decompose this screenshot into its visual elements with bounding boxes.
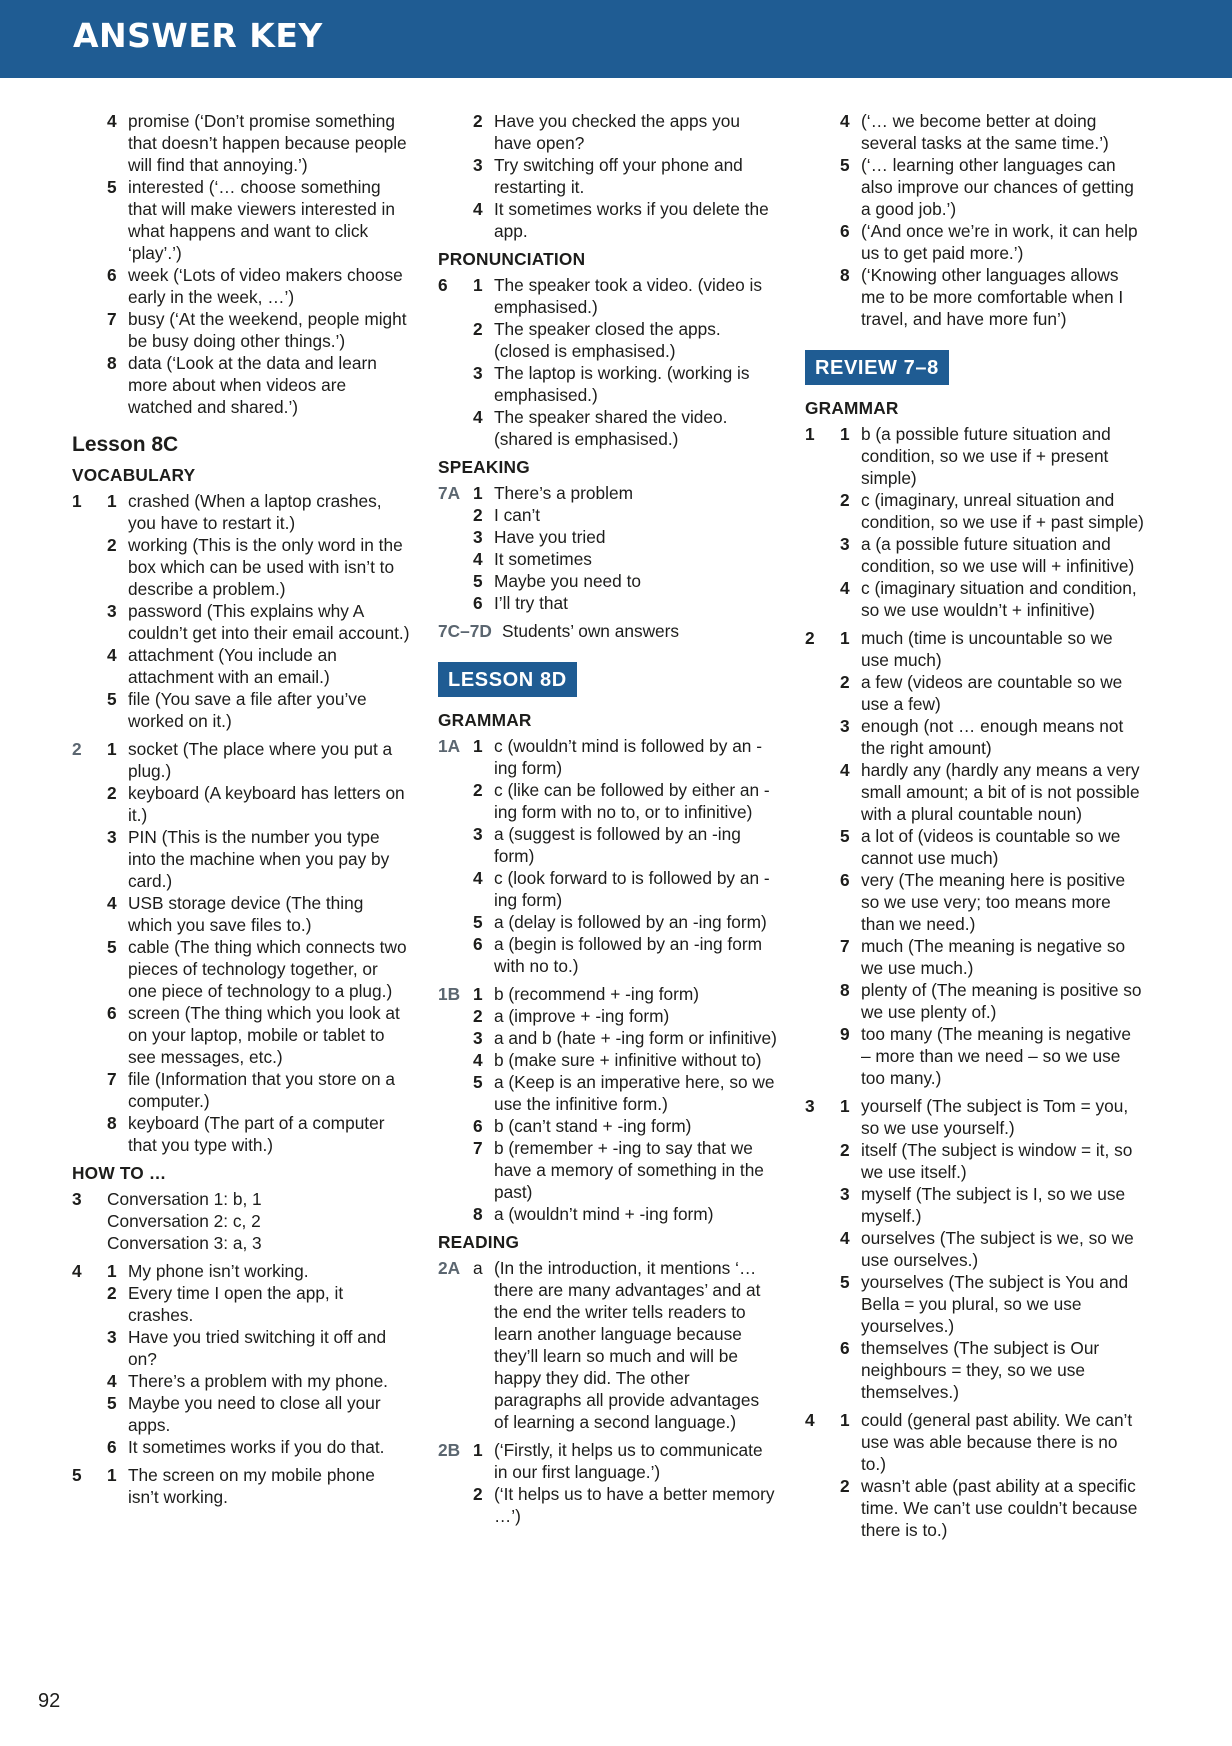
answer-item bbox=[72, 110, 410, 176]
answer-text: b (can’t stand + -ing form) bbox=[494, 1116, 692, 1136]
answer-item bbox=[438, 1115, 778, 1137]
item-number: 2 bbox=[840, 490, 850, 510]
item-number: 2 bbox=[473, 505, 483, 525]
question-number: 2A bbox=[438, 1258, 461, 1278]
item-number: 4 bbox=[840, 760, 850, 780]
answer-item bbox=[438, 570, 778, 592]
question-number: 4 bbox=[805, 1410, 815, 1430]
answer-text: USB storage device (The thing which you save files to.) bbox=[128, 893, 364, 935]
item-number: 8 bbox=[473, 1204, 483, 1224]
item-number: 7 bbox=[107, 1069, 117, 1089]
answer-text: b (make sure + infinitive without to) bbox=[494, 1050, 762, 1070]
lesson-heading: Lesson 8C bbox=[72, 433, 179, 456]
answer-item bbox=[438, 911, 778, 933]
item-number: 8 bbox=[107, 353, 117, 373]
answer-text: a few (videos are countable so we use a few) bbox=[861, 672, 1123, 714]
answer-item bbox=[438, 274, 778, 318]
answer-text: (‘… learning other languages can also improve our chances of getting a good job.’) bbox=[861, 155, 1134, 219]
answer-item bbox=[805, 110, 1145, 154]
item-number: 1 bbox=[107, 491, 117, 511]
item-number: 2 bbox=[840, 1140, 850, 1160]
item-number: 4 bbox=[107, 111, 117, 131]
answer-text: keyboard (The part of a computer that you type with.) bbox=[128, 1113, 385, 1155]
answer-text: screen (The thing which you look at on your laptop, mobile or tablet to see messages, etc.) bbox=[128, 1003, 400, 1067]
answer-item bbox=[72, 1210, 410, 1232]
answer-item bbox=[438, 867, 778, 911]
answer-item bbox=[438, 482, 778, 504]
answer-text: a (wouldn’t mind + -ing form) bbox=[494, 1204, 714, 1224]
answer-item bbox=[72, 644, 410, 688]
answer-text: data (‘Look at the data and learn more about when videos are watched and shared.’) bbox=[128, 353, 377, 417]
answer-text: PIN (This is the number you type into the machine when you pay by card.) bbox=[128, 827, 390, 891]
item-number: 5 bbox=[107, 1393, 117, 1413]
item-number: 2 bbox=[107, 1283, 117, 1303]
answer-text: The speaker shared the video. (shared is emphasised.) bbox=[494, 407, 728, 449]
answer-text: week (‘Lots of video makers choose early in the week, …’) bbox=[128, 265, 403, 307]
answer-group bbox=[438, 1439, 778, 1527]
answer-group bbox=[72, 1188, 410, 1254]
left-column bbox=[72, 110, 410, 1514]
answer-group bbox=[805, 627, 1145, 1089]
section-heading: GRAMMAR bbox=[438, 710, 532, 730]
item-number: 3 bbox=[107, 827, 117, 847]
answer-item bbox=[438, 362, 778, 406]
answer-text: attachment (You include an attachment with an email.) bbox=[128, 645, 337, 687]
answer-letter: a bbox=[473, 1258, 483, 1278]
item-number: 2 bbox=[473, 111, 483, 131]
answer-item bbox=[72, 600, 410, 644]
item-number: 5 bbox=[840, 1272, 850, 1292]
answer-text: a (a possible future situation and condition, so we use will + infinitive) bbox=[861, 534, 1135, 576]
answer-group bbox=[72, 1260, 410, 1458]
answer-text: b (remember + -ing to say that we have a memory of something in the past) bbox=[494, 1138, 764, 1202]
answer-text: very (The meaning here is positive so we use very; too means more than we need.) bbox=[861, 870, 1126, 934]
answer-text: (‘And once we’re in work, it can help us to get paid more.’) bbox=[861, 221, 1138, 263]
item-number: 1 bbox=[473, 1440, 483, 1460]
item-number: 4 bbox=[473, 199, 483, 219]
answer-item bbox=[438, 1005, 778, 1027]
answer-item bbox=[805, 1409, 1145, 1475]
answer-text: file (Information that you store on a computer.) bbox=[128, 1069, 396, 1111]
item-number: 3 bbox=[107, 1327, 117, 1347]
answer-text: Conversation 3: a, 3 bbox=[107, 1233, 262, 1253]
item-number: 6 bbox=[107, 1437, 117, 1457]
question-number: 2 bbox=[72, 739, 82, 759]
answer-item bbox=[72, 1392, 410, 1436]
answer-item bbox=[72, 1188, 410, 1210]
question-number: 1A bbox=[438, 736, 461, 756]
answer-item bbox=[438, 198, 778, 242]
answer-item bbox=[72, 534, 410, 600]
section-heading: GRAMMAR bbox=[805, 398, 899, 418]
item-number: 8 bbox=[840, 980, 850, 1000]
answer-text: yourself (The subject is Tom = you, so we use yourself.) bbox=[861, 1096, 1129, 1138]
item-number: 2 bbox=[840, 672, 850, 692]
item-number: 8 bbox=[107, 1113, 117, 1133]
question-number: 2B bbox=[438, 1440, 461, 1460]
item-number: 6 bbox=[473, 593, 483, 613]
answer-text: a (delay is followed by an -ing form) bbox=[494, 912, 767, 932]
answer-item bbox=[72, 1370, 410, 1392]
item-number: 3 bbox=[107, 601, 117, 621]
item-number: 6 bbox=[473, 1116, 483, 1136]
answer-text: b (recommend + -ing form) bbox=[494, 984, 700, 1004]
item-number: 6 bbox=[840, 1338, 850, 1358]
answer-text: much (The meaning is negative so we use much.) bbox=[861, 936, 1126, 978]
answer-item bbox=[72, 1068, 410, 1112]
question-number: 4 bbox=[72, 1261, 82, 1281]
question-number: 1 bbox=[805, 424, 815, 444]
answer-text: a (suggest is followed by an -ing form) bbox=[494, 824, 741, 866]
answer-item bbox=[438, 504, 778, 526]
answer-item bbox=[438, 779, 778, 823]
item-number: 4 bbox=[107, 893, 117, 913]
answer-group bbox=[438, 482, 778, 614]
item-number: 2 bbox=[107, 535, 117, 555]
answer-text: c (like can be followed by either an -ing form with no to, or to infinitive) bbox=[494, 780, 770, 822]
item-number: 3 bbox=[473, 824, 483, 844]
answer-item bbox=[72, 264, 410, 308]
answer-item bbox=[438, 548, 778, 570]
answer-text: My phone isn’t working. bbox=[128, 1261, 309, 1281]
item-number: 1 bbox=[840, 628, 850, 648]
answer-text: The speaker took a video. (video is emphasised.) bbox=[494, 275, 763, 317]
answer-group bbox=[805, 1095, 1145, 1403]
answer-text: a and b (hate + -ing form or infinitive) bbox=[494, 1028, 777, 1048]
answer-item bbox=[438, 1137, 778, 1203]
answer-item bbox=[72, 176, 410, 264]
item-number: 6 bbox=[840, 221, 850, 241]
answer-item bbox=[72, 826, 410, 892]
answer-text: cable (The thing which connects two pieces of technology together, or one piece of technology to a plug.) bbox=[128, 937, 407, 1001]
answer-text: hardly any (hardly any means a very small amount; a bit of is not possible with a plural countable noun) bbox=[861, 760, 1140, 824]
item-number: 3 bbox=[473, 527, 483, 547]
answer-group bbox=[438, 110, 778, 242]
answer-text: too many (The meaning is negative – more than we need – so we use too many.) bbox=[861, 1024, 1131, 1088]
answer-text: (‘Knowing other languages allows me to be more comfortable when I travel, and have more fun’) bbox=[861, 265, 1124, 329]
answer-item bbox=[72, 738, 410, 782]
answer-item bbox=[805, 1139, 1145, 1183]
answer-item bbox=[805, 1183, 1145, 1227]
item-number: 5 bbox=[840, 155, 850, 175]
answer-text: promise (‘Don’t promise something that doesn’t happen because people will find that annoying.’) bbox=[128, 111, 407, 175]
answer-text: a lot of (videos is countable so we cannot use much) bbox=[861, 826, 1121, 868]
answer-item bbox=[438, 1439, 778, 1483]
answer-item bbox=[805, 423, 1145, 489]
answer-text: wasn’t able (past ability at a specific time. We can’t use couldn’t because there is to.) bbox=[861, 1476, 1138, 1540]
answer-item bbox=[805, 1337, 1145, 1403]
question-number: 1 bbox=[72, 491, 82, 511]
answer-text: Every time I open the app, it crashes. bbox=[128, 1283, 344, 1325]
answer-group bbox=[438, 274, 778, 450]
answer-item bbox=[438, 526, 778, 548]
answer-text: working (This is the only word in the box which can be used with isn’t to describe a problem.) bbox=[128, 535, 403, 599]
item-number: 3 bbox=[473, 363, 483, 383]
item-number: 7 bbox=[473, 1138, 483, 1158]
item-number: 4 bbox=[107, 645, 117, 665]
answer-item bbox=[805, 264, 1145, 330]
answer-text: socket (The place where you put a plug.) bbox=[128, 739, 393, 781]
item-number: 1 bbox=[473, 984, 483, 1004]
answer-group bbox=[72, 110, 410, 418]
question-number: 6 bbox=[438, 275, 448, 295]
answer-item bbox=[805, 1227, 1145, 1271]
answer-item bbox=[72, 1464, 410, 1508]
answer-text: (‘… we become better at doing several tasks at the same time.’) bbox=[861, 111, 1109, 153]
answer-item bbox=[805, 220, 1145, 264]
answer-text: yourselves (The subject is You and Bella = you plural, so we use yourselves.) bbox=[861, 1272, 1129, 1336]
answer-item bbox=[438, 592, 778, 614]
answer-text: Have you tried bbox=[494, 527, 606, 547]
item-number: 3 bbox=[840, 716, 850, 736]
item-number: 5 bbox=[107, 689, 117, 709]
item-number: 3 bbox=[840, 534, 850, 554]
item-number: 4 bbox=[840, 578, 850, 598]
answer-group bbox=[438, 735, 778, 977]
question-number: 1B bbox=[438, 984, 461, 1004]
section-heading: READING bbox=[438, 1232, 520, 1252]
item-number: 5 bbox=[473, 1072, 483, 1092]
answer-text: I can’t bbox=[494, 505, 541, 525]
answer-item bbox=[72, 1436, 410, 1458]
answer-text: Students’ own answers bbox=[502, 621, 680, 641]
page-number: 92 bbox=[38, 1690, 61, 1712]
answer-item bbox=[805, 715, 1145, 759]
answer-text: (‘Firstly, it helps us to communicate in our first language.’) bbox=[494, 1440, 763, 1482]
answer-item bbox=[438, 933, 778, 977]
answer-text: a (improve + -ing form) bbox=[494, 1006, 670, 1026]
question-number: 3 bbox=[72, 1189, 82, 1209]
section-heading: SPEAKING bbox=[438, 457, 530, 477]
answer-item bbox=[805, 979, 1145, 1023]
item-number: 4 bbox=[473, 549, 483, 569]
answer-text: busy (‘At the weekend, people might be busy doing other things.’) bbox=[128, 309, 407, 351]
answer-item bbox=[72, 1112, 410, 1156]
item-number: 6 bbox=[107, 265, 117, 285]
question-number: 3 bbox=[805, 1096, 815, 1116]
answer-text: The laptop is working. (working is emphasised.) bbox=[494, 363, 750, 405]
answer-item bbox=[438, 154, 778, 198]
answer-item bbox=[805, 1271, 1145, 1337]
answer-text: interested (‘… choose something that will make viewers interested in what happens and want to click ‘play’.’) bbox=[128, 177, 396, 263]
answer-line bbox=[438, 1257, 778, 1433]
answer-text: a (Keep is an imperative here, so we use the infinitive form.) bbox=[494, 1072, 775, 1114]
item-number: 1 bbox=[473, 275, 483, 295]
item-number: 1 bbox=[107, 739, 117, 759]
answer-text: themselves (The subject is Our neighbours = they, so we use themselves.) bbox=[861, 1338, 1100, 1402]
item-number: 4 bbox=[107, 1371, 117, 1391]
answer-item bbox=[438, 110, 778, 154]
answer-item bbox=[805, 1095, 1145, 1139]
answer-text: Conversation 2: c, 2 bbox=[107, 1211, 261, 1231]
item-number: 6 bbox=[840, 870, 850, 890]
item-number: 1 bbox=[473, 483, 483, 503]
item-number: 3 bbox=[840, 1184, 850, 1204]
item-number: 5 bbox=[840, 826, 850, 846]
answer-text: password (This explains why A couldn’t get into their email account.) bbox=[128, 601, 410, 643]
answer-text: Conversation 1: b, 1 bbox=[107, 1189, 262, 1209]
answer-item bbox=[72, 1326, 410, 1370]
answer-item bbox=[72, 782, 410, 826]
item-number: 3 bbox=[473, 1028, 483, 1048]
answer-item bbox=[438, 1027, 778, 1049]
answer-item bbox=[438, 1483, 778, 1527]
item-number: 4 bbox=[473, 407, 483, 427]
answer-text: much (time is uncountable so we use much) bbox=[861, 628, 1113, 670]
question-number: 7C–7D bbox=[438, 621, 492, 641]
answer-group bbox=[805, 423, 1145, 621]
answer-item bbox=[438, 1203, 778, 1225]
answer-item bbox=[805, 935, 1145, 979]
answer-group bbox=[72, 490, 410, 732]
section-heading: PRONUNCIATION bbox=[438, 249, 586, 269]
answer-text: c (imaginary situation and condition, so we use wouldn’t + infinitive) bbox=[861, 578, 1137, 620]
answer-line bbox=[438, 620, 778, 642]
answer-text: There’s a problem with my phone. bbox=[128, 1371, 388, 1391]
answer-item bbox=[438, 406, 778, 450]
answer-text: ourselves (The subject is we, so we use ourselves.) bbox=[861, 1228, 1134, 1270]
answer-text: a (begin is followed by an -ing form with no to.) bbox=[494, 934, 762, 976]
answer-group bbox=[805, 1409, 1145, 1541]
item-number: 1 bbox=[473, 736, 483, 756]
page-title: ANSWER KEY bbox=[73, 16, 323, 55]
item-number: 2 bbox=[473, 780, 483, 800]
question-number: 5 bbox=[72, 1465, 82, 1485]
answer-text: It sometimes bbox=[494, 549, 592, 569]
item-number: 7 bbox=[107, 309, 117, 329]
item-number: 6 bbox=[473, 934, 483, 954]
item-number: 6 bbox=[107, 1003, 117, 1023]
item-number: 4 bbox=[840, 111, 850, 131]
answer-group bbox=[438, 983, 778, 1225]
right-column bbox=[805, 110, 1145, 1547]
answer-item bbox=[805, 489, 1145, 533]
answer-text: b (a possible future situation and condition, so we use if + present simple) bbox=[861, 424, 1111, 488]
item-number: 1 bbox=[840, 424, 850, 444]
answer-item bbox=[438, 318, 778, 362]
item-number: 2 bbox=[473, 1006, 483, 1026]
answer-text: Have you tried switching it off and on? bbox=[128, 1327, 387, 1369]
answer-text: keyboard (A keyboard has letters on it.) bbox=[128, 783, 405, 825]
answer-text: Have you checked the apps you have open? bbox=[494, 111, 740, 153]
answer-item bbox=[438, 823, 778, 867]
answer-group bbox=[72, 1464, 410, 1508]
item-number: 1 bbox=[840, 1096, 850, 1116]
item-number: 5 bbox=[473, 912, 483, 932]
item-number: 4 bbox=[473, 868, 483, 888]
answer-item bbox=[72, 1002, 410, 1068]
answer-item bbox=[805, 154, 1145, 220]
answer-item bbox=[438, 983, 778, 1005]
item-number: 3 bbox=[473, 155, 483, 175]
answer-text: myself (The subject is I, so we use myself.) bbox=[861, 1184, 1126, 1226]
item-number: 8 bbox=[840, 265, 850, 285]
answer-item bbox=[805, 825, 1145, 869]
answer-text: enough (not … enough means not the right amount) bbox=[861, 716, 1124, 758]
answer-item bbox=[72, 1232, 410, 1254]
item-number: 5 bbox=[107, 937, 117, 957]
item-number: 1 bbox=[107, 1261, 117, 1281]
review-badge: REVIEW 7–8 bbox=[805, 350, 949, 385]
answer-group bbox=[805, 110, 1145, 330]
item-number: 1 bbox=[107, 1465, 117, 1485]
answer-item bbox=[438, 1071, 778, 1115]
section-heading: VOCABULARY bbox=[72, 465, 196, 485]
item-number: 1 bbox=[840, 1410, 850, 1430]
answer-item bbox=[72, 1260, 410, 1282]
answer-group bbox=[72, 738, 410, 1156]
answer-text: It sometimes works if you do that. bbox=[128, 1437, 385, 1457]
answer-text: plenty of (The meaning is positive so we use plenty of.) bbox=[861, 980, 1142, 1022]
answer-item bbox=[72, 308, 410, 352]
item-number: 2 bbox=[473, 319, 483, 339]
item-number: 2 bbox=[473, 1484, 483, 1504]
header-bar bbox=[0, 0, 1232, 78]
answer-text: Try switching off your phone and restarting it. bbox=[494, 155, 743, 197]
item-number: 5 bbox=[107, 177, 117, 197]
answer-item bbox=[805, 577, 1145, 621]
answer-item bbox=[438, 1049, 778, 1071]
answer-text: The speaker closed the apps. (closed is emphasised.) bbox=[494, 319, 721, 361]
question-number: 7A bbox=[438, 483, 461, 503]
answer-text: (In the introduction, it mentions ‘… there are many advantages’ and at the end the writer tells readers to learn another language because they’ll learn so much and will be happy they did. The other paragraphs all provide advantages of learning a second language.) bbox=[494, 1258, 761, 1432]
answer-item bbox=[805, 759, 1145, 825]
answer-text: c (imaginary, unreal situation and condition, so we use if + past simple) bbox=[861, 490, 1144, 532]
answer-item bbox=[72, 490, 410, 534]
answer-text: There’s a problem bbox=[494, 483, 633, 503]
question-number: 2 bbox=[805, 628, 815, 648]
answer-text: Maybe you need to bbox=[494, 571, 641, 591]
answer-text: It sometimes works if you delete the app. bbox=[494, 199, 769, 241]
item-number: 4 bbox=[840, 1228, 850, 1248]
answer-item bbox=[805, 627, 1145, 671]
section-heading: HOW TO … bbox=[72, 1163, 167, 1183]
answer-item bbox=[72, 892, 410, 936]
answer-text: (‘It helps us to have a better memory …’) bbox=[494, 1484, 775, 1526]
answer-item bbox=[72, 352, 410, 418]
answer-item bbox=[72, 1282, 410, 1326]
item-number: 4 bbox=[473, 1050, 483, 1070]
answer-text: could (general past ability. We can’t use was able because there is no to.) bbox=[861, 1410, 1133, 1474]
answer-text: itself (The subject is window = it, so we use itself.) bbox=[861, 1140, 1133, 1182]
item-number: 2 bbox=[107, 783, 117, 803]
answer-text: crashed (When a laptop crashes, you have to restart it.) bbox=[128, 491, 382, 533]
answer-item bbox=[72, 688, 410, 732]
answer-item bbox=[805, 869, 1145, 935]
item-number: 5 bbox=[473, 571, 483, 591]
middle-column bbox=[438, 110, 778, 1533]
answer-item bbox=[72, 936, 410, 1002]
item-number: 7 bbox=[840, 936, 850, 956]
answer-text: file (You save a file after you’ve worked on it.) bbox=[128, 689, 367, 731]
answer-text: The screen on my mobile phone isn’t working. bbox=[128, 1465, 375, 1507]
answer-text: Maybe you need to close all your apps. bbox=[128, 1393, 381, 1435]
lesson-badge: LESSON 8D bbox=[438, 662, 577, 697]
answer-text: c (wouldn’t mind is followed by an -ing form) bbox=[494, 736, 762, 778]
answer-item bbox=[438, 735, 778, 779]
item-number: 2 bbox=[840, 1476, 850, 1496]
answer-item bbox=[805, 533, 1145, 577]
answer-text: c (look forward to is followed by an -ing form) bbox=[494, 868, 770, 910]
answer-item bbox=[805, 1475, 1145, 1541]
answer-text: I’ll try that bbox=[494, 593, 568, 613]
answer-item bbox=[805, 671, 1145, 715]
answer-item bbox=[805, 1023, 1145, 1089]
item-number: 9 bbox=[840, 1024, 850, 1044]
